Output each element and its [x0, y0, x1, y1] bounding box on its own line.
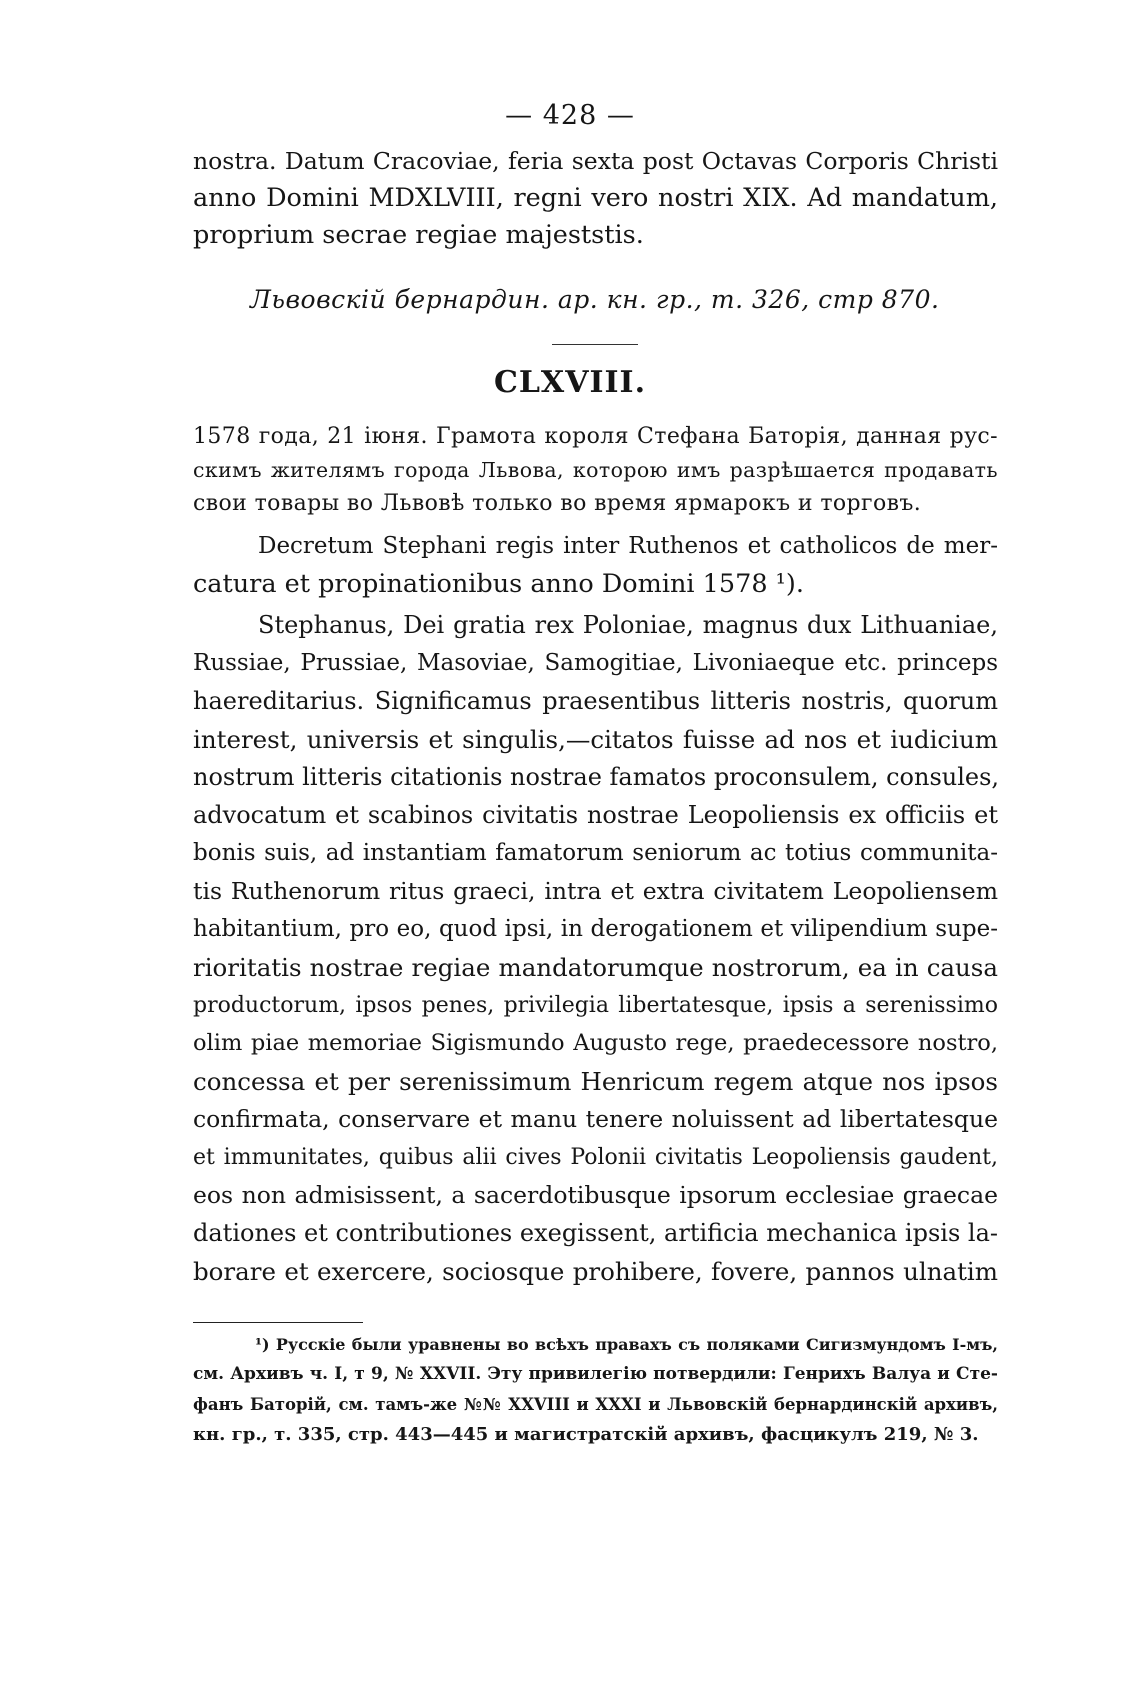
main-text-line-2: Russiae, Prussiae, Masoviae, Samogitiae, Livoniaeque etc. princeps	[193, 650, 998, 676]
source-reference: Львовскій бернардин. ар. кн. гр., т. 326, стр 870.	[250, 285, 940, 314]
main-text-line-7: bonis suis, ad instantiam famatorum seniorum ac totius communita-	[193, 840, 998, 866]
main-text-line-5: nostrum litteris citationis nostrae famatos proconsulem, consules,	[193, 763, 1000, 791]
main-text-line-1: Stephanus, Dei gratia rex Poloniae, magnus dux Lithuaniae,	[258, 611, 998, 639]
page-number: — 428 —	[505, 100, 635, 131]
summary-line-3: свои товары во Львовѣ только во время ярмарокъ и торговъ.	[193, 491, 922, 516]
main-text-line-8: tis Ruthenorum ritus graeci, intra et extra civitatem Leopoliensem	[193, 877, 998, 905]
summary-line-2: скимъ жителямъ города Львова, которою имъ разрѣшается продавать	[193, 458, 998, 482]
section-number: CLXVIII.	[493, 365, 647, 400]
footnote-line-3: фанъ Баторій, см. тамъ-же №№ XXVIII и XXXI и Львовскій бернардинскій архивъ,	[193, 1395, 998, 1414]
decretum-line-2: catura et propinationibus anno Domini 1578 ¹).	[193, 569, 804, 599]
main-text-line-15: et immunitates, quibus alii cives Polonii civitatis Leopoliensis gaudent,	[193, 1145, 998, 1170]
main-text-line-18: borare et exercere, sociosque prohibere, fovere, pannos ulnatim	[193, 1257, 998, 1286]
main-text-line-10: rioritatis nostrae regiae mandatorumque nostrorum, ea in causa	[193, 953, 998, 982]
footnote-divider	[193, 1322, 363, 1323]
footnote-line-1: ¹) Русскіе были уравнены во всѣхъ правахъ съ поляками Сигизмундомъ I-мъ,	[255, 1335, 998, 1354]
footnote-line-4: кн. гр., т. 335, стр. 443—445 и магистратскій архивъ, фасцикулъ 219, № 3.	[193, 1424, 979, 1445]
main-text-line-16: eos non admisissent, a sacerdotibusque ipsorum ecclesiae graecae	[193, 1181, 998, 1209]
main-text-line-12: olim piae memoriae Sigismundo Augusto rege, praedecessore nostro,	[193, 1030, 998, 1056]
main-text-line-17: dationes et contributiones exegissent, artificia mechanica ipsis la-	[193, 1219, 998, 1247]
continued-text-line-3: proprium secrae regiae majeststis.	[193, 220, 644, 250]
continued-text-line-1: nostra. Datum Cracoviae, feria sexta post Octavas Corporis Christi	[193, 147, 998, 175]
main-text-line-13: concessa et per serenissimum Henricum regem atque nos ipsos	[193, 1067, 998, 1096]
main-text-line-6: advocatum et scabinos civitatis nostrae Leopoliensis ex officiis et	[193, 801, 998, 829]
main-text-line-9: habitantium, pro eo, quod ipsi, in derogationem et vilipendium supe-	[193, 916, 998, 942]
footnote-line-2: см. Архивъ ч. I, т 9, № XXVII. Эту привилегію потвердили: Генрихъ Валуа и Сте-	[193, 1364, 998, 1384]
summary-line-1: 1578 года, 21 іюня. Грамота короля Стефана Баторія, данная рус-	[193, 424, 998, 449]
decretum-line-1: Decretum Stephani regis inter Ruthenos et catholicos de mer-	[258, 533, 998, 559]
main-text-line-4: interest, universis et singulis,—citatos fuisse ad nos et iudicium	[193, 725, 998, 754]
continued-text-line-2: anno Domini MDXLVIII, regni vero nostri XIX. Ad mandatum,	[193, 183, 998, 213]
section-divider	[552, 344, 638, 345]
main-text-line-3: haereditarius. Significamus praesentibus litteris nostris, quorum	[193, 687, 998, 715]
main-text-line-11: productorum, ipsos penes, privilegia libertatesque, ipsis a serenissimo	[193, 993, 998, 1018]
main-text-line-14: confirmata, conservare et manu tenere noluissent ad libertatesque	[193, 1105, 998, 1133]
